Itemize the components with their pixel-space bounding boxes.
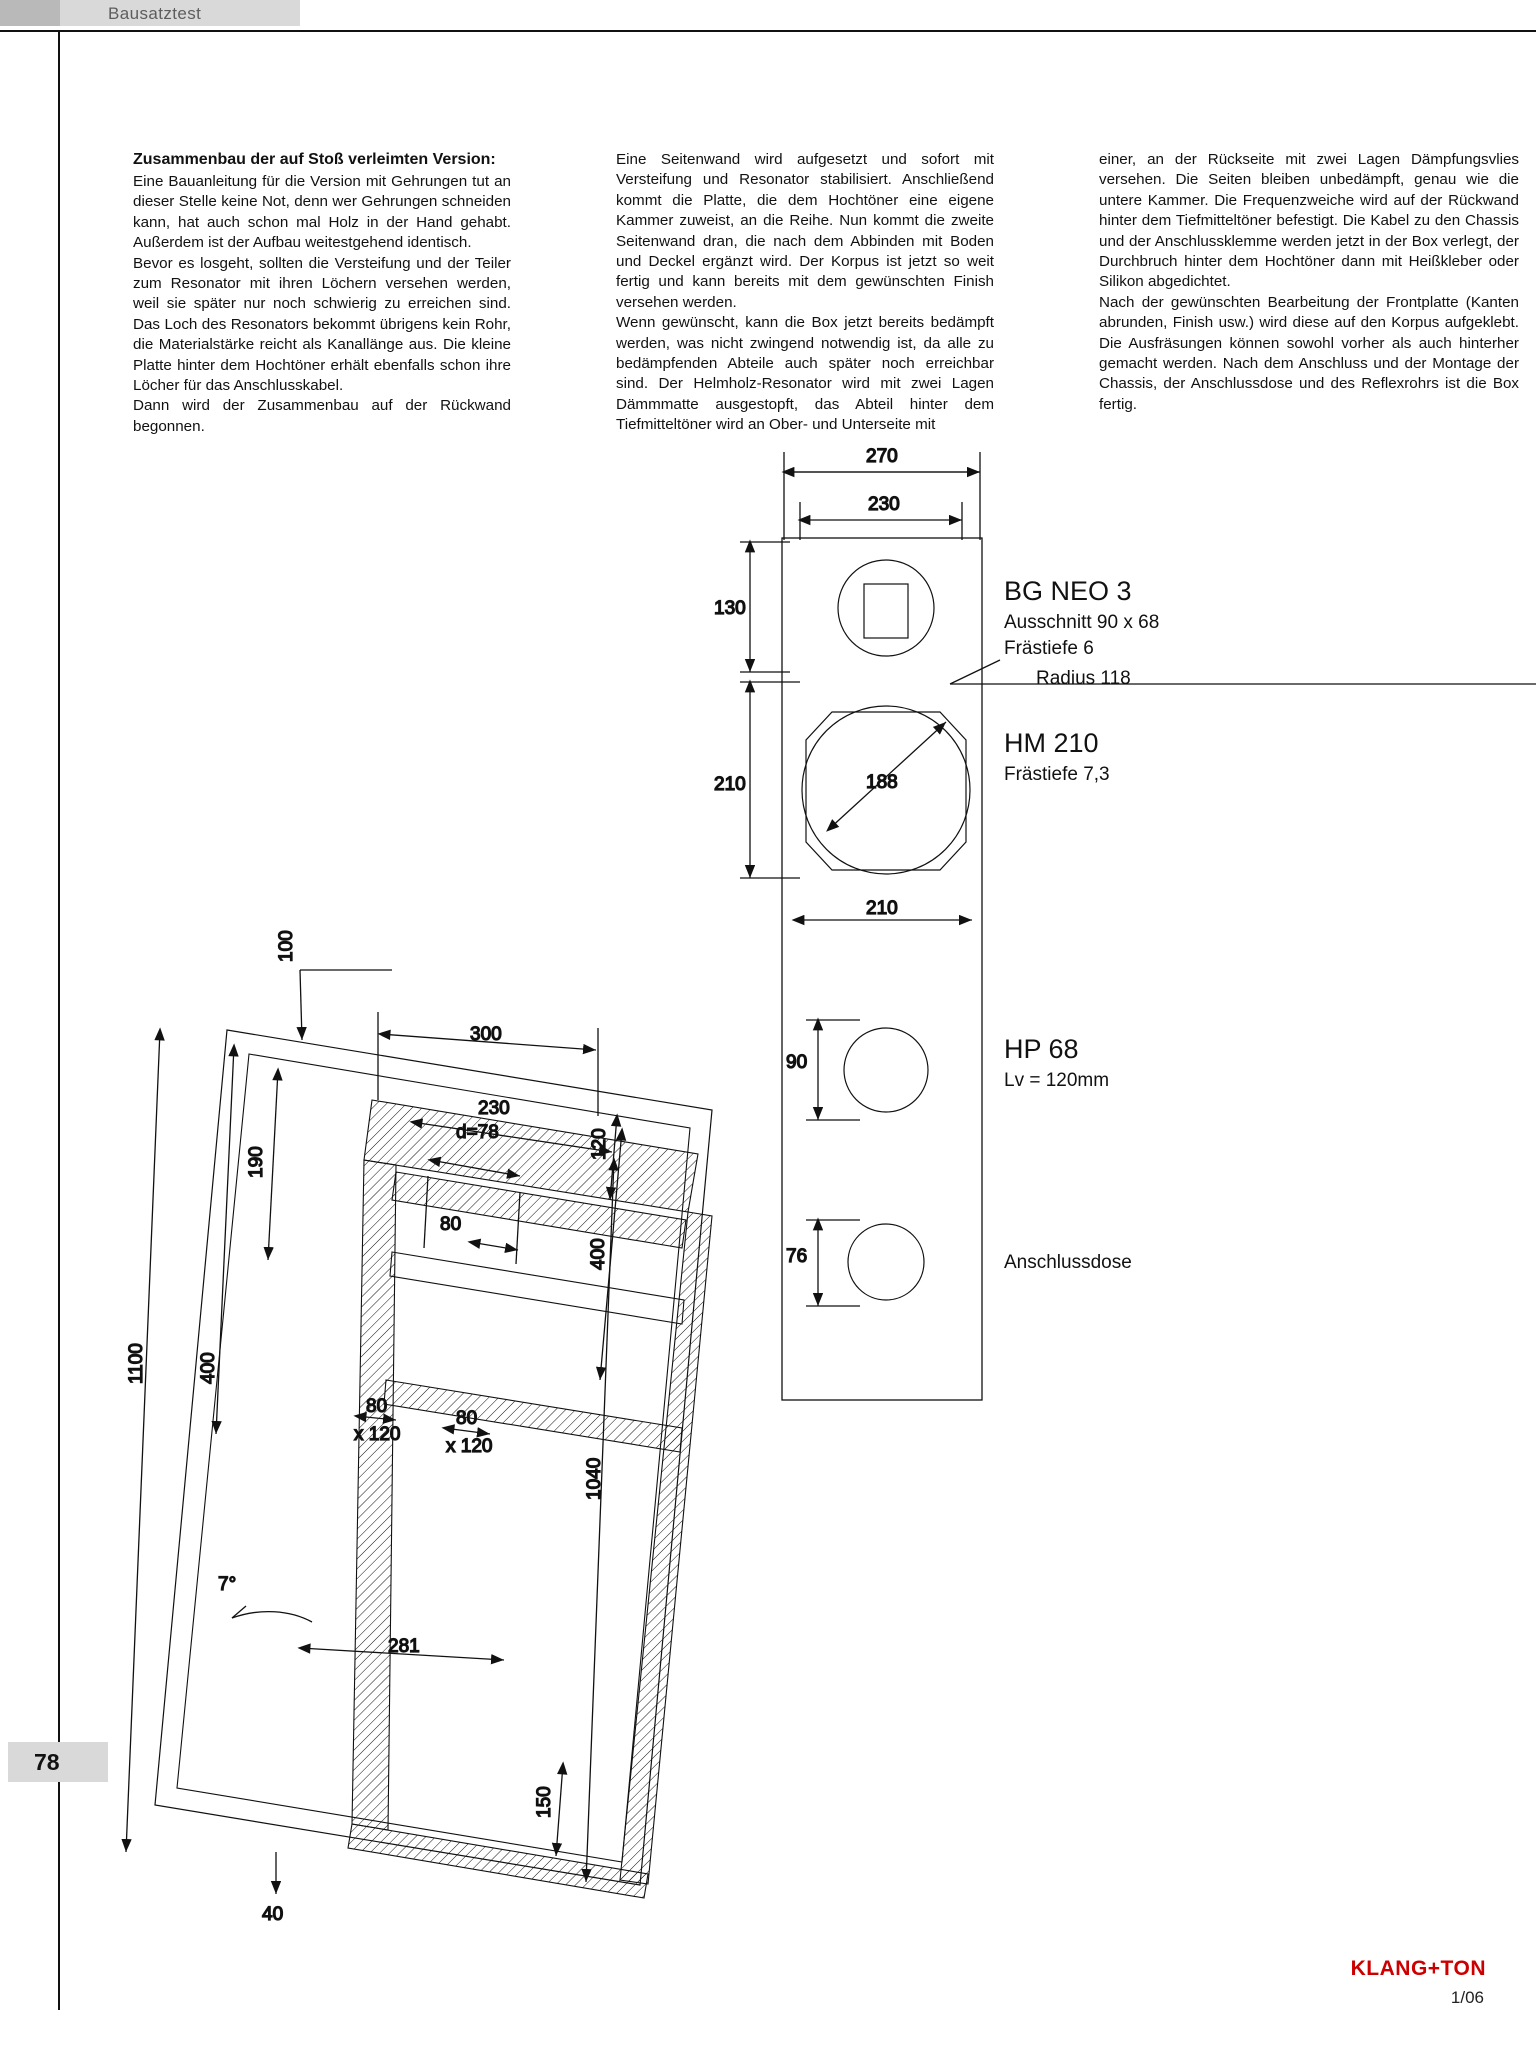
dim-80	[470, 1242, 518, 1250]
dim-90	[806, 1020, 860, 1120]
paragraph: Nach der gewünschten Bearbeitung der Frontplatte (Kanten abrunden, Finish usw.) wird diese auf den Korpus aufgeklebt. Die Ausfräsungen können sowohl vorher als auch hinterher gemacht werden. Nach dem Anschluss und der Montage der Chassis, der Anschlussdose und des Reflexrohrs ist die Box fertig.	[1099, 293, 1519, 413]
dim-1100	[126, 1030, 160, 1852]
dim-label-400-right: 400	[588, 1238, 609, 1270]
dim-label-80: 80	[440, 1214, 462, 1235]
paragraph: Eine Bauanleitung für die Version mit Gehrungen tut an dieser Stelle keine Not, denn wer Gehrungen schneiden kann, hat auch schon mal Holz in der Hand gehabt. Außerdem ist der Aufbau weitestgehend identisch.	[133, 173, 511, 252]
dim-label-230: 230	[478, 1098, 510, 1119]
dim-label-130: 130	[714, 598, 746, 619]
callout-title: BG NEO 3	[1004, 576, 1132, 606]
dim-76	[806, 1220, 860, 1306]
top-rule	[0, 30, 1536, 32]
paragraph: Bevor es losgeht, sollten die Versteifung und der Teiler zum Resonator mit ihren Löchern versehen werden, weil sie später nur noch schwierig zu erreichen sind. Das Loch des Resonators bekommt übrigens kein Rohr, die Materialstärke reicht als Kanallänge aus. Die kleine Platte hinter dem Hochtöner erhält ebenfalls schon ihre Löcher für das Anschlusskabel.	[133, 254, 511, 395]
dim-label-210-width: 210	[866, 898, 898, 919]
dim-label-120: 120	[589, 1128, 610, 1160]
cabinet-walls-hatched	[348, 1100, 712, 1898]
dim-label-210-left: 210	[714, 774, 746, 795]
dim-label-80x120-b-top: 80	[456, 1408, 478, 1429]
text-column-2	[616, 150, 994, 436]
dim-label-80x120-b-bottom: x 120	[446, 1436, 493, 1457]
dim-label-80x120-a-bottom: x 120	[354, 1424, 401, 1445]
callout-line1: Anschlussdose	[1004, 1252, 1132, 1273]
section-label: Bausatztest	[108, 4, 202, 23]
dim-label-400-left: 400	[198, 1352, 219, 1384]
terminal-cutout	[848, 1224, 924, 1300]
paragraph: Wenn gewünscht, kann die Box jetzt bereits bedämpft werden, was nicht zwingend notwendig ist, da alle zu bedämpfenden Abteile auch später noch erreichbar sind. Der Helmholz-Resonator wird mit zwei Lagen Dämmmatte ausgestopft, das Abteil hinter dem Tiefmitteltöner wird an Ober- und Unterseite mit	[616, 314, 994, 434]
callout-anschlussdose	[1004, 1252, 1132, 1273]
dim-label-40: 40	[262, 1904, 284, 1925]
technical-drawing	[0, 446, 1536, 1960]
dim-label-230-front: 230	[868, 494, 900, 515]
callout-title: HM 210	[1004, 728, 1099, 758]
callout-line1: Radius 118	[1036, 668, 1131, 689]
callout-hm-210	[1004, 728, 1110, 785]
callout-bg-neo-3	[1004, 576, 1159, 659]
dim-label-80x120-a-top: 80	[366, 1396, 388, 1417]
dim-label-7deg: 7°	[218, 1574, 237, 1595]
dim-label-100: 100	[276, 930, 297, 962]
callout-line1: Lv = 120mm	[1004, 1070, 1110, 1091]
callout-line2: Frästiefe 6	[1004, 638, 1094, 659]
dim-label-150: 150	[534, 1786, 555, 1818]
dim-210-left	[740, 682, 800, 878]
callout-radius	[1036, 668, 1131, 689]
dim-label-190: 190	[246, 1146, 267, 1178]
paragraph: Dann wird der Zusammenbau auf der Rückwand begonnen.	[133, 397, 511, 435]
tweeter-cutout	[838, 560, 934, 656]
dim-label-270: 270	[866, 446, 898, 467]
paragraph: einer, an der Rückseite mit zwei Lagen Dämpfungsvlies versehen. Die Seiten bleiben unbedämpft, genau wie die untere Kammer. Die Frequenzweiche wird auf der Rückwand hinter dem Tiefmitteltöner befestigt. Die Kabel zu den Chassis und der Anschlussklemme werden jetzt in der Box verlegt, der Durchbruch hinter dem Hochtöner dann mit Heißkleber oder Silikon abgedichtet.	[1099, 151, 1519, 291]
angle-marker	[232, 1606, 312, 1622]
dim-label-d78: d=78	[456, 1122, 499, 1143]
text-column-1	[133, 150, 511, 437]
text-column-3	[1099, 150, 1519, 415]
callout-hp-68	[1004, 1034, 1109, 1091]
dim-label-90: 90	[786, 1052, 808, 1073]
dim-label-76: 76	[786, 1246, 808, 1267]
header-bar-accent	[0, 0, 60, 26]
front-panel-outline	[782, 538, 982, 1400]
dim-label-188: 188	[866, 772, 898, 793]
page-number: 78	[34, 1749, 60, 1775]
magazine-logo: KLANG+TON	[1350, 1957, 1486, 1980]
callout-line1: Frästiefe 7,3	[1004, 764, 1110, 785]
callout-title: HP 68	[1004, 1034, 1079, 1064]
dim-150	[556, 1764, 563, 1856]
dim-label-1040: 1040	[584, 1457, 605, 1500]
dim-190	[268, 1070, 278, 1260]
paragraph: Eine Seitenwand wird aufgesetzt und sofort mit Versteifung und Resonator stabilisiert. Anschließend kommt die Platte, die dem Hochtöner eine eigene Kammer zuweist, an die Reihe. Nun kommt die zweite Seitenwand dran, die nach dem Abbinden mit Boden und Deckel ergänzt wird. Der Korpus ist jetzt so weit fertig und kann bereits mit dem gewünschten Finish versehen werden.	[616, 151, 994, 311]
drawing-svg	[0, 446, 1536, 1960]
column-heading: Zusammenbau der auf Stoß verleimten Version:	[133, 151, 496, 168]
dim-label-1100: 1100	[126, 1343, 147, 1384]
issue-number: 1/06	[1450, 1988, 1484, 2007]
dim-label-300: 300	[470, 1024, 502, 1045]
callout-line1: Ausschnitt 90 x 68	[1004, 612, 1160, 633]
dim-label-281: 281	[388, 1636, 420, 1657]
port-cutout	[844, 1028, 928, 1112]
